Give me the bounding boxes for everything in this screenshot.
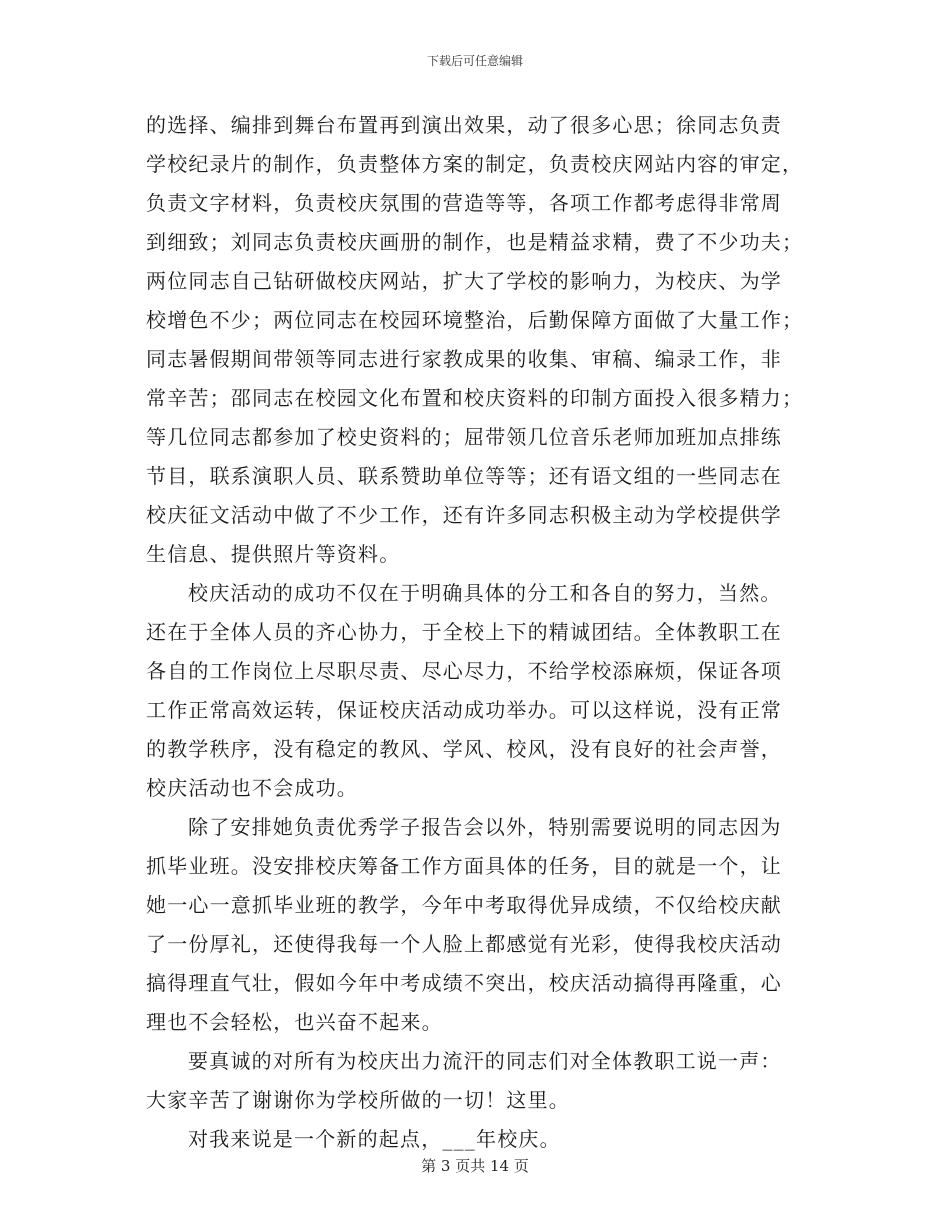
text-line: 的教学秩序，没有稳定的教风、学风、校风，没有良好的社会声誉， [146, 737, 782, 761]
text-line: 等几位同志都参加了校史资料的；屈带领几位音乐老师加班加点排练 [146, 425, 782, 449]
text-line: 各自的工作岗位上尽职尽责、尽心尽力，不给学校添麻烦，保证各项 [146, 659, 782, 683]
text-line: 她一心一意抓毕业班的教学，今年中考取得优异成绩，不仅给校庆献 [146, 893, 782, 917]
paragraph-first-line: 除了安排她负责优秀学子报告会以外，特别需要说明的同志因为 [188, 815, 782, 839]
text-line: 常辛苦；邵同志在校园文化布置和校庆资料的印制方面投入很多精力； [146, 386, 804, 410]
text-line: 搞得理直气壮，假如今年中考成绩不突出，校庆活动搞得再隆重，心 [146, 971, 782, 995]
text-line: 还在于全体人员的齐心协力，于全校上下的精诚团结。全体教职工在 [146, 620, 782, 644]
text-line: 两位同志自己钻研做校庆网站，扩大了学校的影响力，为校庆、为学 [146, 269, 782, 293]
paragraph-first-line: 对我来说是一个新的起点，___年校庆。 [188, 1127, 561, 1151]
text-line: 生信息、提供照片等资料。 [146, 542, 401, 566]
text-line: 负责文字材料，负责校庆氛围的营造等等，各项工作都考虑得非常周 [146, 191, 782, 215]
text-line: 校庆活动也不会成功。 [146, 776, 358, 800]
text-line: 学校纪录片的制作，负责整体方案的制定，负责校庆网站内容的审定， [146, 152, 804, 176]
text-line: 理也不会轻松，也兴奋不起来。 [146, 1010, 443, 1034]
text-line: 抓毕业班。没安排校庆筹备工作方面具体的任务，目的就是一个，让 [146, 854, 782, 878]
text-line: 同志暑假期间带领等同志进行家教成果的收集、审稿、编录工作，非 [146, 347, 782, 371]
text-line: 大家辛苦了谢谢你为学校所做的一切！这里。 [146, 1088, 570, 1112]
paragraph-first-line: 校庆活动的成功不仅在于明确具体的分工和各自的努力，当然。 [188, 581, 782, 605]
document-body [146, 106, 806, 1159]
text-line: 的选择、编排到舞台布置再到演出效果，动了很多心思；徐同志负责 [146, 113, 782, 137]
text-line: 工作正常高效运转，保证校庆活动成功举办。可以这样说，没有正常 [146, 698, 782, 722]
page-footer: 第 3 页共 14 页 [421, 1157, 529, 1175]
text-line: 校增色不少；两位同志在校园环境整治，后勤保障方面做了大量工作； [146, 308, 804, 332]
text-line: 了一份厚礼，还使得我每一个人脸上都感觉有光彩，使得我校庆活动 [146, 932, 782, 956]
paragraph-first-line: 要真诚的对所有为校庆出力流汗的同志们对全体教职工说一声： [188, 1049, 782, 1073]
text-line: 节目，联系演职人员、联系赞助单位等等；还有语文组的一些同志在 [146, 464, 782, 488]
page-header: 下载后可任意编辑 [426, 54, 523, 68]
text-line: 到细致；刘同志负责校庆画册的制作，也是精益求精，费了不少功夫； [146, 230, 804, 254]
text-line: 校庆征文活动中做了不少工作，还有许多同志积极主动为学校提供学 [146, 503, 782, 527]
